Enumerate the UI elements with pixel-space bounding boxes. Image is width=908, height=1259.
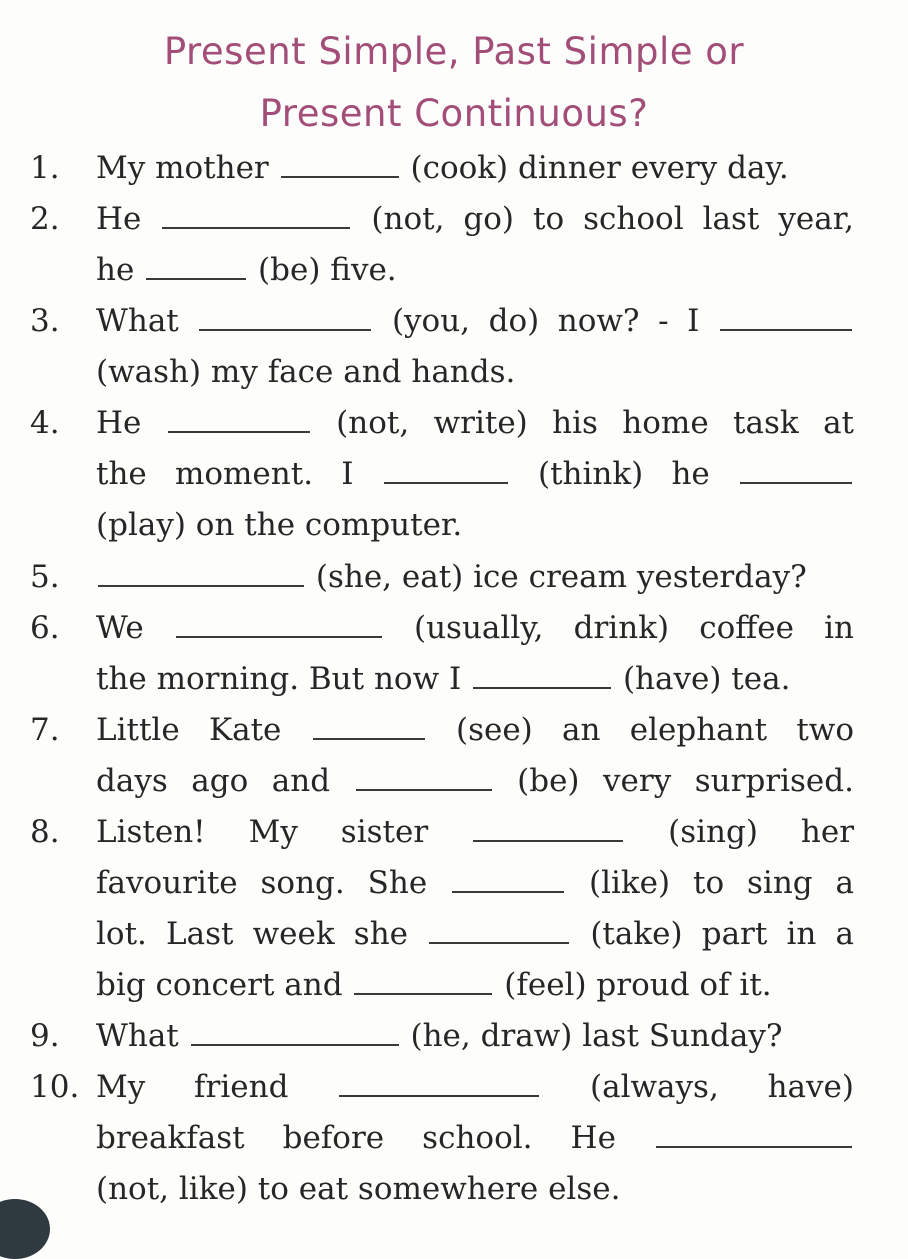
text-segment: (sing) her (668, 814, 855, 850)
text-segment: My mother (96, 150, 269, 186)
answer-blank[interactable] (720, 303, 852, 331)
text-segment: the moment. I (96, 456, 354, 492)
answer-blank[interactable] (384, 456, 508, 484)
item-number: 9. (30, 1018, 60, 1054)
sentence-text (96, 503, 854, 547)
exercise-10-line-1 (0, 1065, 908, 1109)
sentence-text (96, 146, 854, 190)
exercise-8-line-4 (0, 963, 908, 1007)
exercise-8-line-3 (0, 912, 908, 956)
text-segment: (wash) my face and hands. (96, 354, 516, 390)
text-segment: Little Kate (96, 712, 282, 748)
exercise-9-line-1 (0, 1014, 908, 1058)
text-segment: lot. Last week she (96, 916, 409, 952)
exercise-2-line-1 (0, 197, 908, 241)
item-number: 5. (30, 559, 60, 595)
sentence-text (96, 350, 854, 394)
sentence-text (96, 759, 854, 803)
text-segment: (not, like) to eat somewhere else. (96, 1171, 621, 1207)
item-number: 6. (30, 610, 60, 646)
text-segment: (be) five. (258, 252, 397, 288)
answer-blank[interactable] (162, 201, 350, 229)
answer-blank[interactable] (429, 916, 569, 944)
sentence-text (96, 861, 854, 905)
exercise-6-line-2 (0, 657, 908, 701)
sentence-text (96, 555, 854, 599)
answer-blank[interactable] (354, 967, 492, 995)
exercise-5-line-1 (0, 555, 908, 599)
answer-blank[interactable] (281, 150, 399, 178)
text-segment: (he, draw) last Sunday? (410, 1018, 783, 1054)
text-segment: My friend (96, 1069, 289, 1105)
text-segment: (not, write) his home task at (336, 405, 855, 441)
sentence-text (96, 1116, 854, 1160)
exercise-6-line-1 (0, 606, 908, 650)
answer-blank[interactable] (473, 814, 623, 842)
item-number: 7. (30, 712, 60, 748)
item-number: 3. (30, 303, 60, 339)
text-segment: (be) very surprised. (517, 763, 854, 799)
exercise-3-line-1 (0, 299, 908, 343)
text-segment: (she, eat) ice cream yesterday? (315, 559, 807, 595)
answer-blank[interactable] (740, 456, 852, 484)
item-number: 2. (30, 201, 60, 237)
text-segment: (cook) dinner every day. (410, 150, 789, 186)
text-segment: (usually, drink) coffee in (414, 610, 854, 646)
sentence-text (96, 606, 854, 650)
text-segment: What (96, 303, 179, 339)
answer-blank[interactable] (146, 252, 246, 280)
item-number: 10. (30, 1069, 80, 1105)
text-segment: big concert and (96, 967, 343, 1003)
exercise-2-line-2 (0, 248, 908, 292)
item-number: 8. (30, 814, 60, 850)
item-number: 4. (30, 405, 60, 441)
exercise-4-line-1 (0, 401, 908, 445)
sentence-text (96, 299, 854, 343)
answer-blank[interactable] (313, 712, 425, 740)
sentence-text (96, 912, 854, 956)
exercise-4-line-3 (0, 503, 908, 547)
answer-blank[interactable] (656, 1120, 852, 1148)
text-segment: We (96, 610, 144, 646)
text-segment: He (96, 201, 142, 237)
answer-blank[interactable] (452, 865, 564, 893)
item-number: 1. (30, 150, 60, 186)
sentence-text (96, 452, 854, 496)
answer-blank[interactable] (339, 1069, 539, 1097)
exercise-1-line-1 (0, 146, 908, 190)
text-segment: (not, go) to school last year, (371, 201, 854, 237)
text-segment: What (96, 1018, 179, 1054)
text-segment: days ago and (96, 763, 331, 799)
text-segment: he (96, 252, 135, 288)
exercise-7-line-2 (0, 759, 908, 803)
text-segment: (have) tea. (622, 661, 791, 697)
exercise-10-line-3 (0, 1167, 908, 1211)
sentence-text (96, 657, 854, 701)
answer-blank[interactable] (98, 559, 304, 587)
text-segment: the morning. But now I (96, 661, 462, 697)
answer-blank[interactable] (356, 763, 492, 791)
sentence-text (96, 708, 854, 752)
exercise-3-line-2 (0, 350, 908, 394)
sentence-text (96, 197, 854, 241)
text-segment: Listen! My sister (96, 814, 429, 850)
answer-blank[interactable] (168, 405, 310, 433)
exercise-8-line-1 (0, 810, 908, 854)
worksheet-title-line-2: Present Continuous? (259, 92, 649, 135)
sentence-text (96, 963, 854, 1007)
text-segment: (like) to sing a (588, 865, 854, 901)
exercise-7-line-1 (0, 708, 908, 752)
text-segment: (feel) proud of it. (504, 967, 772, 1003)
sentence-text (96, 1014, 854, 1058)
sentence-text (96, 248, 854, 292)
sentence-text (96, 1167, 854, 1211)
answer-blank[interactable] (191, 1018, 399, 1046)
exercise-8-line-2 (0, 861, 908, 905)
text-segment: (think) he (537, 456, 710, 492)
text-segment: (play) on the computer. (96, 507, 463, 543)
exercise-4-line-2 (0, 452, 908, 496)
exercise-10-line-2 (0, 1116, 908, 1160)
answer-blank[interactable] (199, 303, 371, 331)
sentence-text (96, 810, 854, 854)
text-segment: breakfast before school. He (96, 1120, 616, 1156)
text-segment: He (96, 405, 142, 441)
answer-blank[interactable] (176, 610, 382, 638)
answer-blank[interactable] (473, 661, 611, 689)
text-segment: (see) an elephant two (455, 712, 855, 748)
text-segment: (always, have) (590, 1069, 854, 1105)
worksheet-title-line-1: Present Simple, Past Simple or (163, 30, 745, 73)
sentence-text (96, 401, 854, 445)
text-segment: (take) part in a (590, 916, 854, 952)
sentence-text (96, 1065, 854, 1109)
text-segment: favourite song. She (96, 865, 428, 901)
text-segment: (you, do) now? - I (391, 303, 700, 339)
